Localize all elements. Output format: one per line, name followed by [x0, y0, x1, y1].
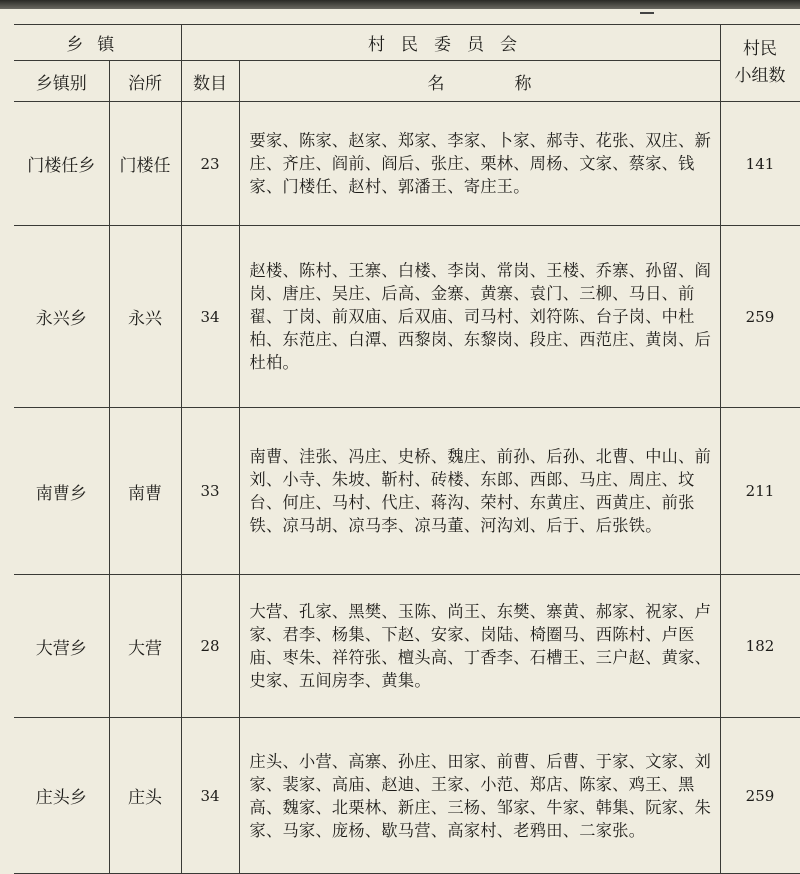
names-cell: 南曹、洼张、冯庄、史桥、魏庄、前孙、后孙、北曹、中山、前刘、小寺、朱坡、靳村、砖楼、东郎、西郎、马庄、周庄、坟台、何庄、马村、代庄、蒋沟、荣村、东黄庄、西黄庄、前张铁、凉马胡、凉马李、凉马董、河沟刘、后于、后张铁。 [239, 408, 720, 575]
seat-cell: 大营 [109, 575, 181, 718]
table-row [14, 575, 800, 718]
header-col-names: 名称 [239, 61, 720, 102]
town-cell: 庄头乡 [14, 718, 109, 874]
count-cell: 23 [181, 102, 239, 226]
count-cell: 34 [181, 226, 239, 408]
names-cell: 赵楼、陈村、王寨、白楼、李岗、常岗、王楼、乔寨、孙留、阎岗、唐庄、吴庄、后高、金寨、黄寨、袁门、三柳、马日、前翟、丁岗、前双庙、后双庙、司马村、刘符陈、台子岗、中杜柏、东范庄、白潭、西黎岗、东黎岗、段庄、西范庄、黄岗、后杜柏。 [239, 226, 720, 408]
groups-cell: 259 [720, 718, 800, 874]
groups-cell: 211 [720, 408, 800, 575]
header-committees: 村民委员会 [181, 25, 720, 61]
town-cell: 永兴乡 [14, 226, 109, 408]
count-cell: 33 [181, 408, 239, 575]
top-mark [640, 12, 654, 14]
village-committee-table [14, 24, 800, 874]
groups-cell: 141 [720, 102, 800, 226]
town-cell: 南曹乡 [14, 408, 109, 575]
table-row [14, 718, 800, 874]
top-rule [0, 0, 800, 9]
header-township: 乡镇 [14, 25, 181, 61]
header-col-count: 数目 [181, 61, 239, 102]
seat-cell: 庄头 [109, 718, 181, 874]
names-cell: 庄头、小营、高寨、孙庄、田家、前曹、后曹、于家、文家、刘家、裴家、高庙、赵迪、王家、小范、郑店、陈家、鸡王、黑高、魏家、北栗林、新庄、三杨、邹家、牛家、韩集、阮家、朱家、马家、庞杨、歇马营、高家村、老鸦田、二家张。 [239, 718, 720, 874]
names-cell: 大营、孔家、黑樊、玉陈、尚王、东樊、寨黄、郝家、祝家、卢家、君李、杨集、下赵、安家、岗陆、椅圈马、西陈村、卢医庙、枣朱、祥符张、檀头高、丁香李、石槽王、三户赵、黄家、史家、五间房李、黄集。 [239, 575, 720, 718]
header-row-1 [14, 25, 800, 61]
header-col-seat: 治所 [109, 61, 181, 102]
header-col-town: 乡镇别 [14, 61, 109, 102]
header-groups-line1: 村民 [743, 39, 777, 59]
header-groups-line2: 小组数 [734, 66, 786, 86]
table-row [14, 408, 800, 575]
header-row-2 [14, 61, 800, 102]
seat-cell: 门楼任 [109, 102, 181, 226]
table-row [14, 226, 800, 408]
names-cell: 要家、陈家、赵家、郑家、李家、卜家、郝寺、花张、双庄、新庄、齐庄、阎前、阎后、张庄、栗林、周杨、文家、蔡家、钱家、门楼任、赵村、郭潘王、寄庄王。 [239, 102, 720, 226]
seat-cell: 南曹 [109, 408, 181, 575]
seat-cell: 永兴 [109, 226, 181, 408]
count-cell: 34 [181, 718, 239, 874]
town-cell: 大营乡 [14, 575, 109, 718]
table-row [14, 102, 800, 226]
header-groups [720, 25, 800, 102]
count-cell: 28 [181, 575, 239, 718]
town-cell: 门楼任乡 [14, 102, 109, 226]
groups-cell: 259 [720, 226, 800, 408]
groups-cell: 182 [720, 575, 800, 718]
